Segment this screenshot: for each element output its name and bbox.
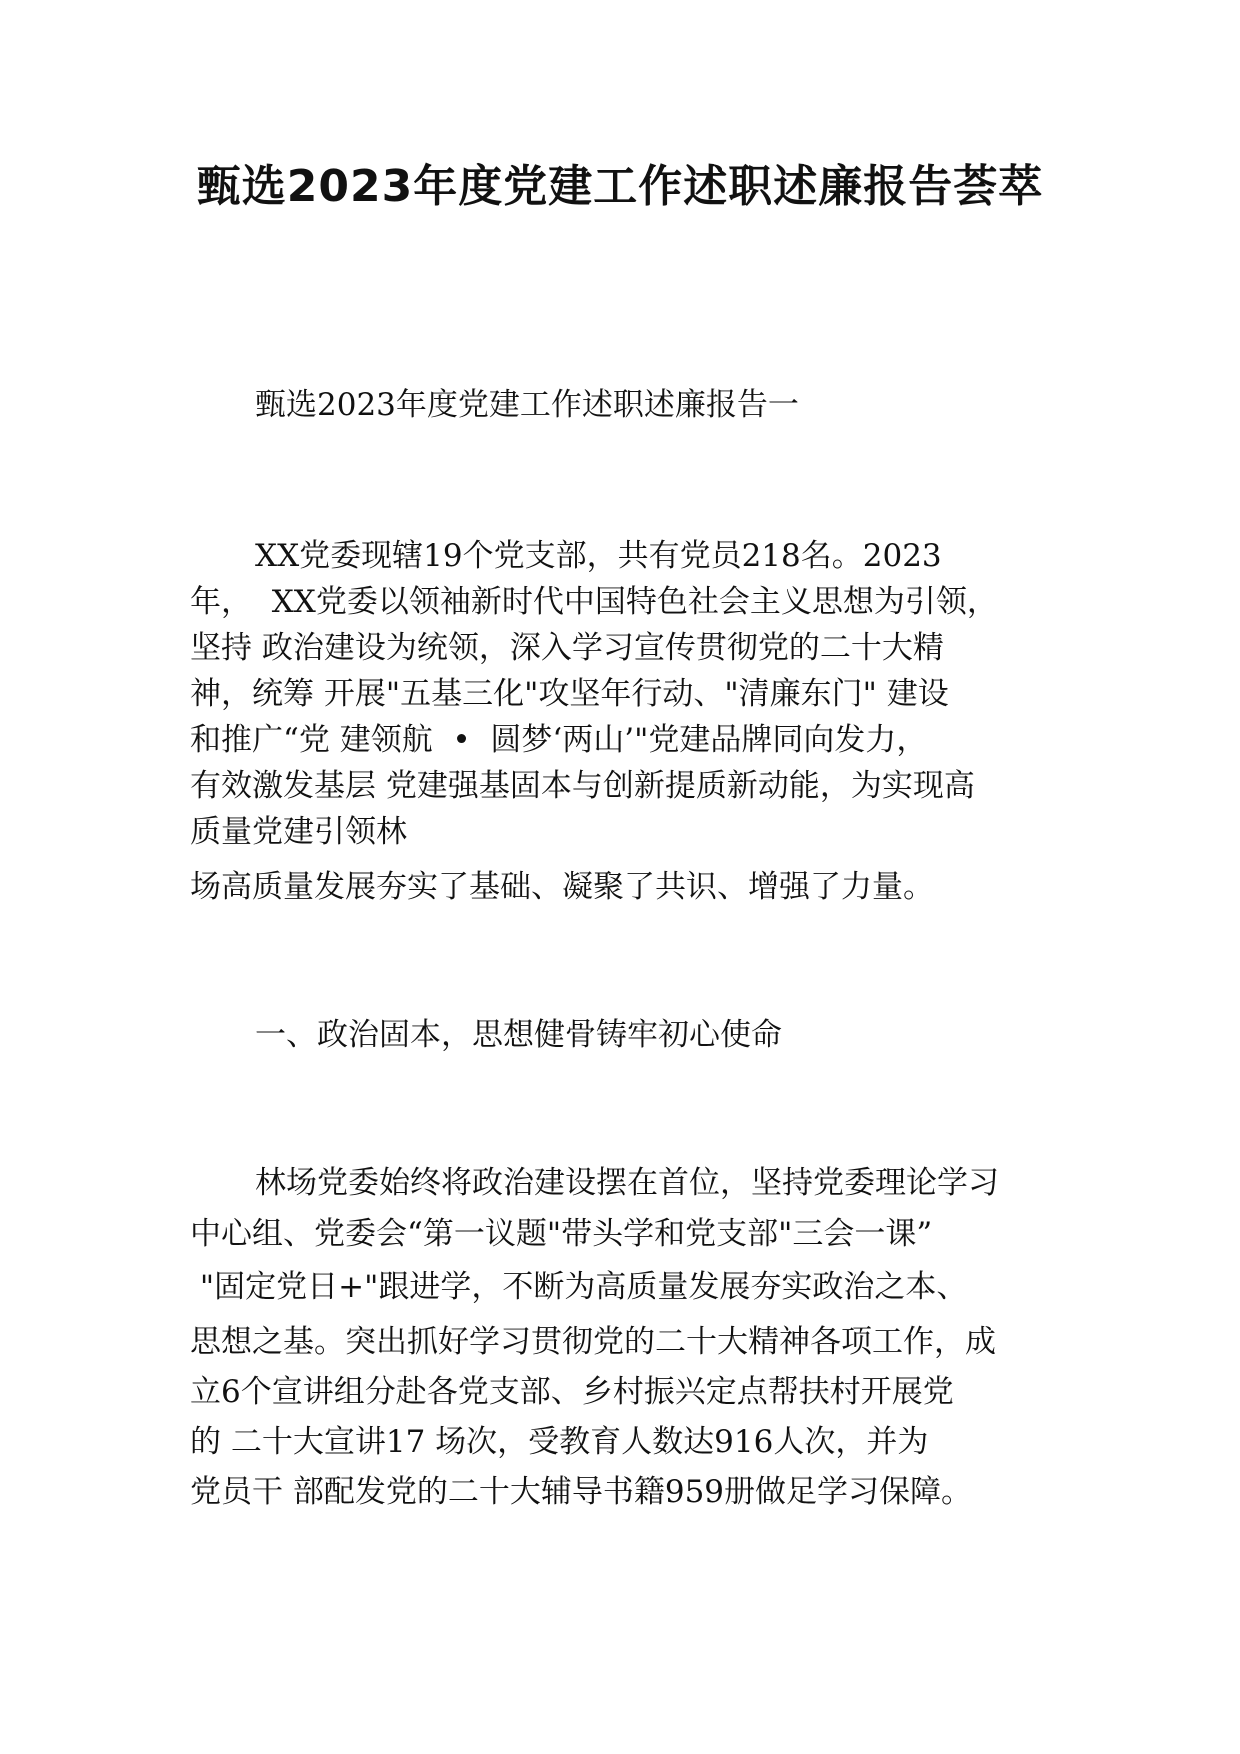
paragraph-line: 和推广“党 建领航 • 圆梦‘两山’"党建品牌同向发力， <box>190 722 928 758</box>
paragraph-line: 场高质量发展夯实了基础、凝聚了共识、增强了力量。 <box>190 869 934 905</box>
paragraph-line: XX党委现辖19个党支部，共有党员218名。2023 <box>255 538 942 574</box>
paragraph-line: 神，统筹 开展"五基三化"攻坚年行动、"清廉东门" 建设 <box>190 676 949 712</box>
report-subtitle: 甄选2023年度党建工作述职述廉报告一 <box>255 387 799 423</box>
paragraph-line: 思想之基。突出抓好学习贯彻党的二十大精神各项工作，成 <box>190 1324 996 1360</box>
paragraph-line: "固定党日+"跟进学，不断为高质量发展夯实政治之本、 <box>190 1269 968 1305</box>
paragraph-line: 坚持 政治建设为统领，深入学习宣传贯彻党的二十大精 <box>190 630 944 666</box>
paragraph-line: 立6个宣讲组分赴各党支部、乡村振兴定点帮扶村开展党 <box>190 1374 954 1410</box>
paragraph-line: 党员干 部配发党的二十大辅导书籍959册做足学习保障。 <box>190 1474 973 1510</box>
paragraph-line: 年， XX党委以领袖新时代中国特色社会主义思想为引领， <box>190 584 998 620</box>
paragraph-line: 质量党建引领林 <box>190 814 407 850</box>
document-title: 甄选2023年度党建工作述职述廉报告荟萃 <box>196 161 1044 212</box>
paragraph-line: 有效激发基层 党建强基固本与创新提质新动能，为实现高 <box>190 768 975 804</box>
section-heading: 一、政治固本，思想健骨铸牢初心使命 <box>255 1017 782 1053</box>
paragraph-line: 的 二十大宣讲17 场次，受教育人数达916人次，并为 <box>190 1424 929 1460</box>
paragraph-line: 中心组、党委会“第一议题"带头学和党支部"三会一课” <box>190 1216 933 1252</box>
paragraph-line: 林场党委始终将政治建设摆在首位，坚持党委理论学习 <box>255 1165 999 1201</box>
